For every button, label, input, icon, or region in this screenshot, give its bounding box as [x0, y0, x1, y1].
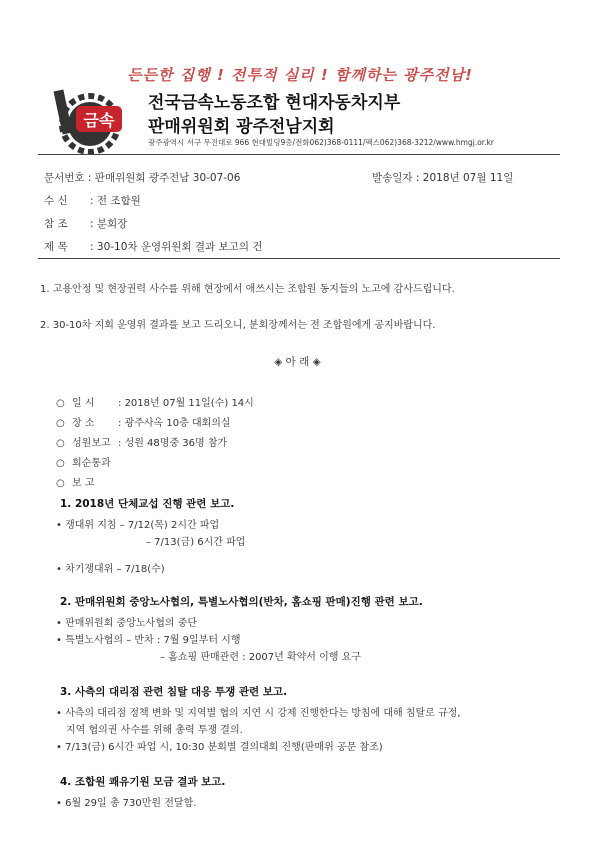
summary-item-time: ○ 일 시 : 2018년 07월 11일(수) 14시	[56, 398, 254, 409]
circle-icon: ○	[56, 438, 65, 449]
circle-icon: ○	[56, 478, 65, 489]
section-1-title: 1. 2018년 단체교섭 진행 관련 보고.	[60, 498, 235, 510]
doc-number-row: 문서번호 : 판매위원회 광주전남 30-07-06	[44, 172, 241, 184]
recipient-row: 수 신 : 전 조합원	[44, 195, 141, 207]
send-date-label: 발송일자	[372, 172, 413, 184]
intro-paragraph-2: 2. 30-10차 지회 운영위 결과를 보고 드리오니, 분회장께서는 전 조합원에게 공지바랍니다.	[40, 320, 436, 331]
summary-item-quorum: ○ 성원보고 : 성원 48명중 36명 참가	[56, 438, 228, 449]
section-3-title: 3. 사측의 대리점 관련 침탈 대응 투쟁 관련 보고.	[60, 686, 288, 698]
gear-fist-icon	[50, 86, 130, 156]
recipient-label: 수 신	[44, 195, 68, 207]
section-2-line-1: • 판매위원회 중앙노사협의 중단	[56, 618, 198, 629]
logo-text: 금속	[83, 111, 115, 130]
section-3-line-2: 지역 협의권 사수를 위해 총력 투쟁 결의.	[66, 725, 243, 736]
section-2-title: 2. 판매위원회 중앙노사협의, 특별노사협의(반차, 홈쇼핑 판매)진행 관련 보고.	[60, 596, 423, 608]
address-line: 광주광역시 서구 무진대로 966 현대빌딩9층/전화062)368-0111/팩스062)368-3212/www.hmgj.or.kr	[148, 138, 494, 147]
reference-value: 분회장	[96, 218, 128, 230]
subject-row: 제 목 : 30-10차 운영위원회 결과 보고의 건	[44, 241, 263, 253]
meta-divider	[38, 258, 560, 259]
org-name-line1: 전국금속노동조합 현대자동차지부	[148, 93, 401, 113]
reference-row: 참 조 : 분회장	[44, 218, 128, 230]
center-heading: ◈ 아 래 ◈	[274, 356, 321, 368]
summary-item-place: ○ 장 소 : 광주사옥 10층 대회의실	[56, 418, 231, 429]
circle-icon: ○	[56, 458, 65, 469]
doc-number-label: 문서번호	[44, 172, 85, 184]
summary-item-agenda: ○ 회순통과	[56, 458, 111, 469]
union-logo	[50, 86, 130, 156]
intro-paragraph-1: 1. 고용안정 및 현장권력 사수를 위해 현장에서 애쓰시는 조합원 동지들의 노고에 감사드립니다.	[40, 284, 455, 295]
section-3-line-1: • 사측의 대리점 정책 변화 및 지역별 협의 지연 시 강제 진행한다는 방침에 대해 침탈로 규정,	[56, 708, 461, 719]
section-2-line-3: – 홈쇼핑 판매관련 : 2007년 확약서 이행 요구	[160, 652, 361, 663]
section-1-line-2: – 7/13(금) 6시간 파업	[146, 537, 246, 548]
subject-value: 30-10차 운영위원회 결과 보고의 건	[96, 241, 263, 253]
header-divider	[38, 154, 560, 155]
org-name-line2: 판매위원회 광주전남지회	[148, 117, 335, 137]
recipient-value: 전 조합원	[96, 195, 141, 207]
circle-icon: ○	[56, 418, 65, 429]
doc-number-value: 판매위원회 광주전남 30-07-06	[94, 172, 241, 184]
section-2-line-2: • 특별노사협의 – 반차 : 7월 9일부터 시행	[56, 635, 241, 646]
section-4-title: 4. 조합원 쾌유기원 모금 결과 보고.	[60, 776, 226, 788]
circle-icon: ○	[56, 398, 65, 409]
summary-item-report: ○ 보 고	[56, 478, 95, 489]
reference-label: 참 조	[44, 218, 68, 230]
section-4-line-1: • 6월 29일 총 730만원 전달함.	[56, 798, 197, 809]
send-date-value: 2018년 07월 11일	[422, 172, 514, 184]
section-3-line-3: • 7/13(금) 6시간 파업 시, 10:30 분회별 결의대회 진행(판매위 공문 참조)	[56, 742, 383, 753]
section-1-line-1: • 쟁대위 지침 – 7/12(목) 2시간 파업	[56, 520, 220, 531]
slogan: 든든한 집행 ! 전투적 실리 ! 함께하는 광주전남!	[127, 66, 473, 84]
section-1-line-3: • 차기쟁대위 – 7/18(수)	[56, 564, 165, 575]
send-date-row: 발송일자 : 2018년 07월 11일	[372, 172, 514, 184]
subject-label: 제 목	[44, 241, 68, 253]
